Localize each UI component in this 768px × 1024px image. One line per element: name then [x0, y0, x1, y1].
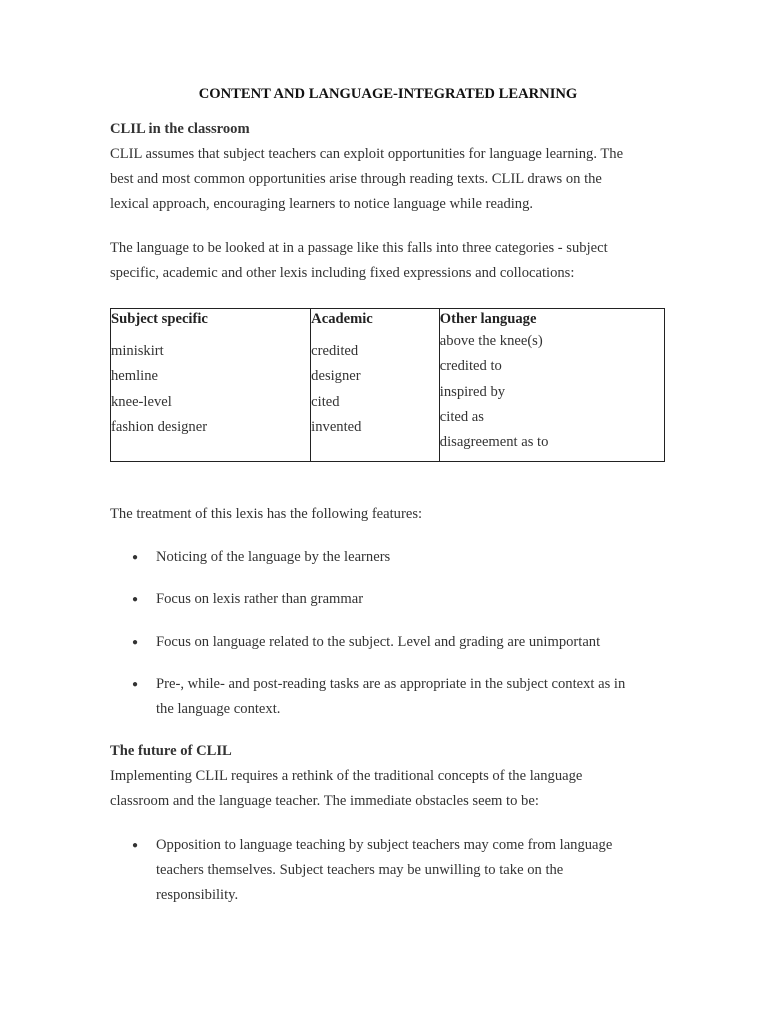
section-heading-future-clil: The future of CLIL — [110, 743, 232, 759]
list-item: invented — [311, 418, 362, 435]
text-line: CLIL assumes that subject teachers can exploit opportunities for language learning. The — [110, 146, 624, 162]
bullet-icon: ● — [132, 552, 139, 563]
list-item — [110, 587, 666, 612]
list-item: hemline — [111, 368, 159, 385]
features-list-item-1 — [110, 545, 666, 570]
list-item: disagreement as to — [439, 434, 549, 451]
academic-list — [311, 329, 439, 440]
bullet-icon: ● — [132, 840, 139, 851]
text-line: The treatment of this lexis has the following features: — [110, 506, 423, 522]
text-line: specific, academic and other lexis including fixed expressions and collocations: — [110, 265, 575, 281]
list-item: credited — [311, 343, 359, 359]
list-item: credited to — [439, 358, 502, 375]
text-line: Focus on language related to the subject. Level and grading are unimportant — [156, 634, 601, 650]
features-list-item-3 — [110, 630, 666, 655]
list-item: cited — [311, 393, 340, 410]
list-item — [110, 833, 666, 908]
table-cell-other-language — [439, 309, 664, 462]
column-header-academic: Academic — [311, 311, 373, 327]
table-row — [111, 309, 665, 462]
list-item: above the knee(s) — [439, 333, 543, 349]
text-line: best and most common opportunities arise through reading texts. CLIL draws on the — [110, 171, 602, 187]
features-list-item-4 — [110, 672, 666, 722]
paragraph-features-intro — [110, 502, 666, 527]
list-item: knee-level — [111, 393, 172, 410]
text-line: Noticing of the language by the learners — [156, 549, 391, 565]
lexis-table — [110, 308, 665, 462]
text-line: responsibility. — [156, 887, 239, 903]
list-item: inspired by — [439, 383, 506, 400]
text-line: The language to be looked at in a passage like this falls into three categories - subject — [110, 240, 608, 256]
bullet-icon: ● — [132, 679, 139, 690]
table-cell-academic — [311, 309, 440, 462]
text-line: the language context. — [156, 701, 281, 717]
text-line: teachers themselves. Subject teachers may be unwilling to take on the — [156, 862, 564, 878]
text-line: Focus on lexis rather than grammar — [156, 591, 364, 607]
list-item: cited as — [439, 408, 484, 425]
text-line: Implementing CLIL requires a rethink of the traditional concepts of the language — [110, 768, 583, 784]
list-item: miniskirt — [111, 343, 164, 359]
features-list-item-2 — [110, 587, 666, 612]
list-item: fashion designer — [111, 418, 208, 435]
paragraph-clil-assumes — [110, 142, 666, 217]
column-header-subject-specific: Subject specific — [111, 311, 208, 327]
other-language-list — [440, 329, 664, 455]
bullet-icon: ● — [132, 594, 139, 605]
bullet-icon: ● — [132, 637, 139, 648]
section-heading-clil-classroom: CLIL in the classroom — [110, 121, 250, 137]
text-line: classroom and the language teacher. The immediate obstacles seem to be: — [110, 793, 539, 809]
paragraph-language-categories — [110, 236, 666, 286]
list-item — [110, 672, 666, 722]
document-title: CONTENT AND LANGUAGE-INTEGRATED LEARNING — [198, 86, 578, 102]
text-line: lexical approach, encouraging learners to notice language while reading. — [110, 196, 534, 212]
list-item — [110, 545, 666, 570]
subject-specific-list — [111, 329, 310, 440]
paragraph-implementing-clil — [110, 764, 666, 814]
table-cell-subject-specific — [111, 309, 311, 462]
text-line: Opposition to language teaching by subject teachers may come from language — [156, 837, 613, 853]
column-header-other-language: Other language — [439, 311, 537, 327]
obstacles-list-item-1 — [110, 833, 666, 908]
list-item — [110, 630, 666, 655]
list-item: designer — [311, 368, 361, 385]
text-line: Pre-, while- and post-reading tasks are as appropriate in the subject context as in — [156, 676, 626, 692]
